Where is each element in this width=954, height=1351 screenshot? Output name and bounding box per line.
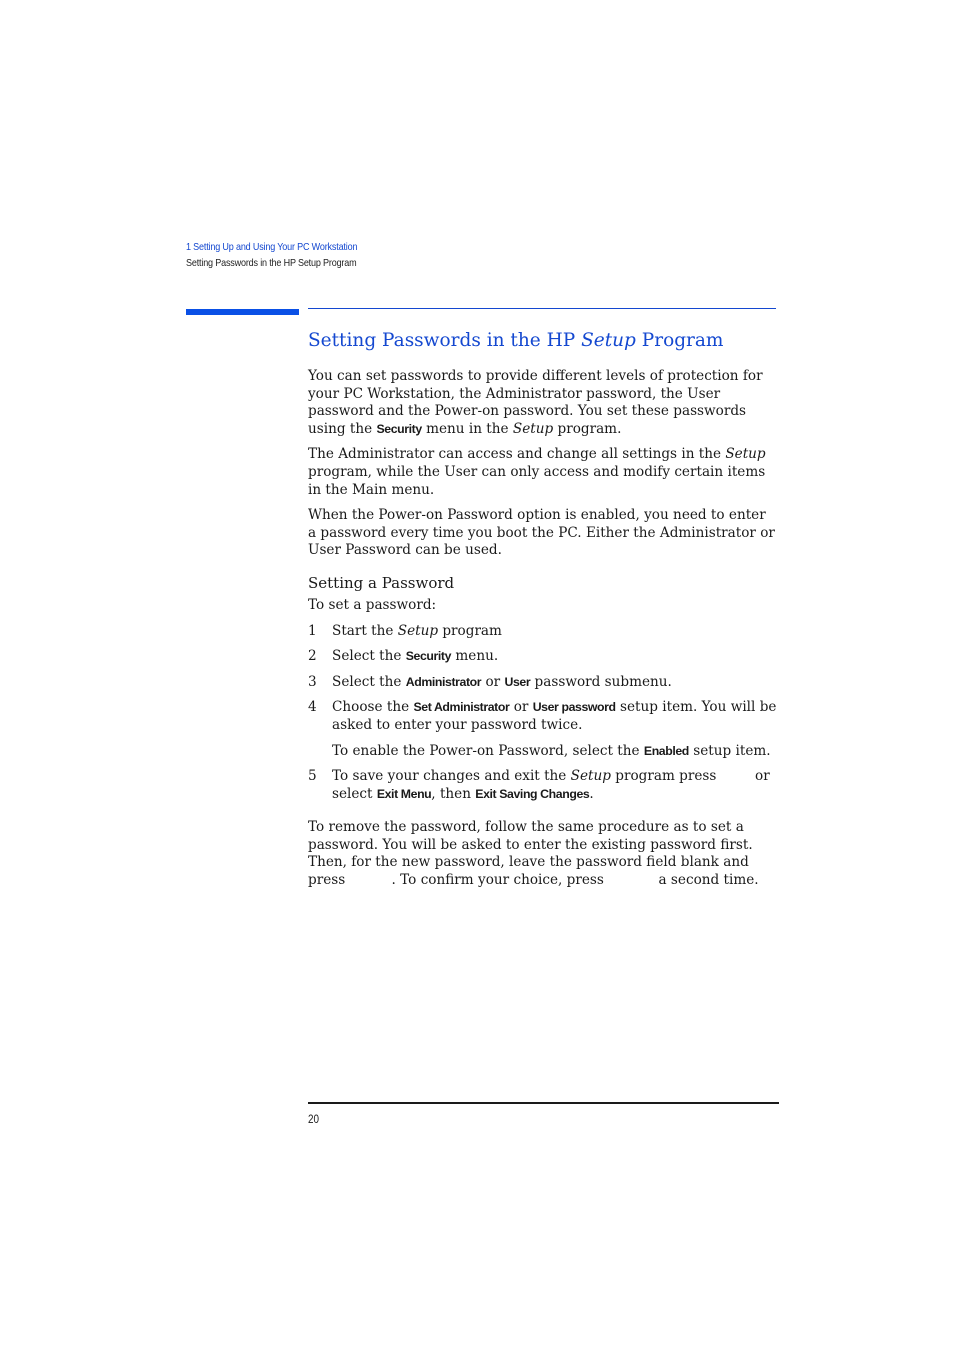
step-item: 3 Select the Administrator or User password submenu.	[308, 673, 672, 690]
steps-intro: To set a password:	[308, 596, 437, 613]
step-item: 4 Choose the Set Administrator or User password setup item. You will be asked to enter your password twice. To enable the Power-on Password, select the Enabled setup item.	[308, 699, 777, 759]
page-number: 20	[308, 1114, 320, 1126]
steps-list	[308, 623, 778, 804]
running-head-section: Setting Passwords in the HP Setup Program	[186, 257, 357, 269]
step-number: 2	[308, 648, 317, 665]
page-title: Setting Passwords in the HP Setup Program	[308, 330, 724, 351]
paragraph-remove-password: To remove the password, follow the same procedure as to set a password. You will be asked to enter the existing password first. Then, for the new password, leave the password field blank and press . To confirm your choice, press a second time.	[308, 819, 759, 889]
section-accent-bar	[186, 309, 299, 315]
running-head-chapter: 1 Setting Up and Using Your PC Workstation	[186, 241, 358, 253]
main-content	[308, 328, 778, 898]
section-top-rule	[308, 308, 776, 309]
step-number: 3	[308, 673, 317, 690]
step-number: 5	[308, 768, 317, 785]
subheading-setting-password: Setting a Password	[308, 573, 455, 592]
footer-rule	[308, 1102, 779, 1104]
step-note: To enable the Power-on Password, select the Enabled setup item.	[332, 742, 771, 759]
step-item: 1 Start the Setup program	[308, 622, 502, 639]
step-item: 2 Select the Security menu.	[308, 648, 499, 665]
step-number: 4	[308, 699, 317, 716]
step-item: 5 To save your changes and exit the Setup program press or select Exit Menu, then Exit Saving Changes.	[308, 768, 770, 802]
paragraph-power-on: When the Power-on Password option is enabled, you need to enter a password every time you boot the PC. Either the Administrator or User Password can be used.	[308, 507, 775, 559]
paragraph-admin-user: The Administrator can access and change all settings in the Setup program, while the User can only access and modify certain items in the Main menu.	[308, 446, 766, 498]
step-number: 1	[308, 622, 317, 639]
running-head	[186, 239, 357, 271]
paragraph-intro: You can set passwords to provide different levels of protection for your PC Workstation, the Administrator password, the User password and the Power-on password. You set these passwords using the Security menu in the Setup program.	[308, 368, 763, 437]
